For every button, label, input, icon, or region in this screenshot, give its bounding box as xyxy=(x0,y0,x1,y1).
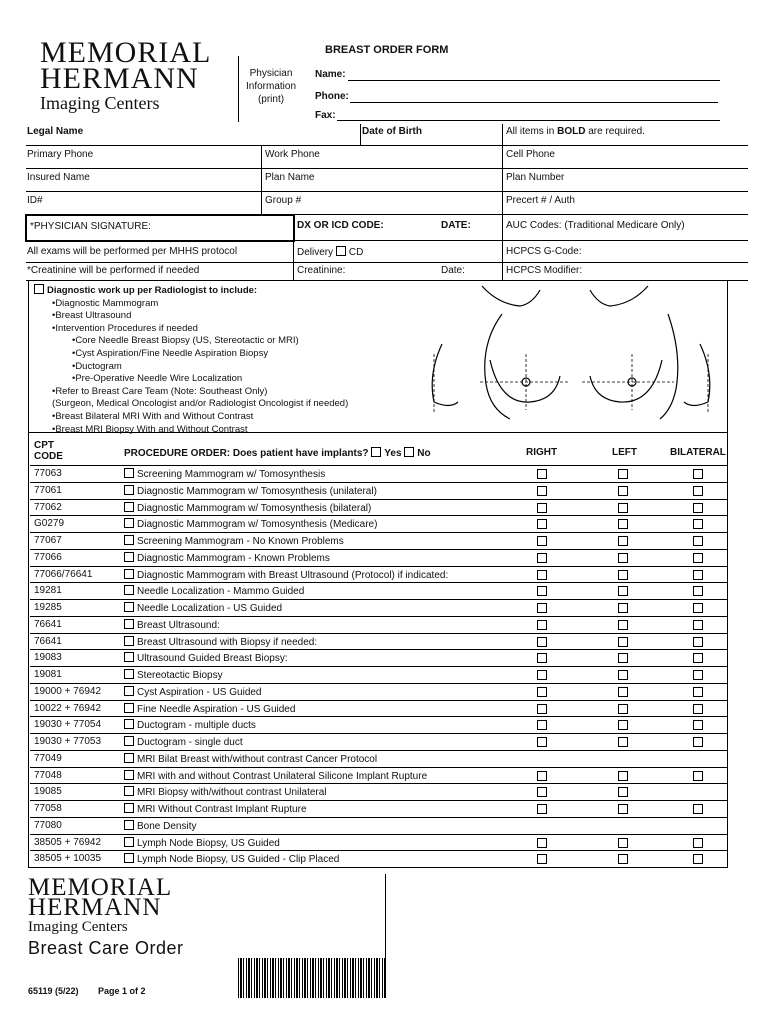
procedure-label: Screening Mammogram - No Known Problems xyxy=(137,536,344,547)
right-checkbox[interactable] xyxy=(537,670,547,680)
dob-field[interactable]: Date of Birth xyxy=(362,126,422,137)
grid-line xyxy=(26,191,748,192)
procedure-item[interactable] xyxy=(124,552,330,564)
cpt-code: 77080 xyxy=(34,819,62,831)
grid-line xyxy=(360,124,361,145)
cpt-code: 19285 xyxy=(34,602,62,613)
left-checkbox[interactable] xyxy=(618,737,628,747)
workup-item: •Breast Ultrasound xyxy=(52,310,132,322)
procedure-checkbox[interactable] xyxy=(124,502,134,512)
right-checkbox[interactable] xyxy=(537,804,547,814)
bilateral-checkbox[interactable] xyxy=(693,536,703,546)
procedure-label: Fine Needle Aspiration - US Guided xyxy=(137,703,296,715)
footer-logo xyxy=(28,874,188,936)
row-divider xyxy=(30,582,727,583)
right-checkbox[interactable] xyxy=(537,720,547,730)
cpt-code: G0279 xyxy=(34,518,65,530)
physician-info-line1: Physician xyxy=(249,68,293,79)
cpt-code: 38505 + 10035 xyxy=(34,853,102,865)
physician-info-line2: Information xyxy=(245,81,297,92)
workup-item: •Intervention Procedures if needed xyxy=(52,322,198,334)
workup-title-row[interactable] xyxy=(34,284,348,298)
required-note-bold: BOLD xyxy=(557,126,586,137)
breast-care-order-title: Breast Care Order xyxy=(28,938,184,958)
cd-checkbox[interactable] xyxy=(336,246,346,256)
right-checkbox[interactable] xyxy=(537,586,547,596)
name-field[interactable] xyxy=(348,80,720,81)
cpt-code: 77066/76641 xyxy=(34,568,93,580)
row-divider xyxy=(30,867,727,868)
hcpcs-g-code-field[interactable]: HCPCS G-Code: xyxy=(506,246,582,257)
procedure-label: Breast Ultrasound with Biopsy if needed: xyxy=(137,636,318,648)
right-checkbox[interactable] xyxy=(537,603,547,613)
row-divider xyxy=(30,783,727,784)
procedure-checkbox[interactable] xyxy=(124,636,134,646)
procedure-item[interactable] xyxy=(124,485,377,497)
grid-line xyxy=(26,168,748,169)
workup-checkbox[interactable] xyxy=(34,284,44,294)
workup-title: Diagnostic work up per Radiologist to include: xyxy=(47,285,258,296)
procedure-label: Lymph Node Biopsy, US Guided - Clip Placed xyxy=(137,854,340,866)
left-checkbox[interactable] xyxy=(618,653,628,663)
right-checkbox[interactable] xyxy=(537,469,547,479)
fax-label: Fax: xyxy=(315,110,336,121)
left-checkbox[interactable] xyxy=(618,771,628,781)
procedure-item[interactable] xyxy=(124,736,243,748)
left-checkbox[interactable] xyxy=(618,620,628,630)
right-checkbox[interactable] xyxy=(537,536,547,546)
procedure-label: Diagnostic Mammogram with Breast Ultrasound (Protocol) if indicated: xyxy=(137,569,449,581)
row-divider xyxy=(30,599,727,600)
left-checkbox[interactable] xyxy=(618,603,628,613)
bilateral-checkbox[interactable] xyxy=(693,804,703,814)
right-checkbox[interactable] xyxy=(537,737,547,747)
left-checkbox[interactable] xyxy=(618,704,628,714)
group-field[interactable]: Group # xyxy=(265,195,302,206)
procedure-checkbox[interactable] xyxy=(124,753,134,763)
left-checkbox[interactable] xyxy=(618,469,628,479)
procedure-checkbox[interactable] xyxy=(124,803,134,813)
right-checkbox[interactable] xyxy=(537,570,547,580)
creatinine-date-field[interactable]: Date: xyxy=(441,265,465,276)
procedure-checkbox[interactable] xyxy=(124,786,134,796)
grid-line xyxy=(26,145,748,146)
cpt-code: 19281 xyxy=(34,585,62,597)
insured-name-field[interactable]: Insured Name xyxy=(27,172,90,183)
procedure-item[interactable] xyxy=(124,602,282,614)
right-checkbox[interactable] xyxy=(537,704,547,714)
table-header-line xyxy=(30,465,727,466)
implants-yes-label: Yes xyxy=(384,448,402,459)
procedure-item[interactable] xyxy=(124,770,427,782)
procedure-header-text: PROCEDURE ORDER: Does patient have implants? xyxy=(124,448,369,459)
procedure-checkbox[interactable] xyxy=(124,535,134,545)
delivery-option[interactable] xyxy=(297,246,363,258)
procedure-checkbox[interactable] xyxy=(124,569,134,579)
procedure-label: Needle Localization - Mammo Guided xyxy=(137,586,305,598)
procedure-item[interactable] xyxy=(124,585,304,597)
left-checkbox[interactable] xyxy=(618,787,628,797)
right-checkbox[interactable] xyxy=(537,687,547,697)
hcpcs-modifier-field[interactable]: HCPCS Modifier: xyxy=(506,265,583,276)
workup-item: (Surgeon, Medical Oncologist and/or Radiologist Oncologist if needed) xyxy=(52,398,349,410)
cpt-code: 77066 xyxy=(34,551,62,563)
bilateral-checkbox[interactable] xyxy=(693,838,703,848)
row-divider xyxy=(30,716,727,717)
row-divider xyxy=(30,549,727,550)
right-checkbox[interactable] xyxy=(537,637,547,647)
required-note-pre: All items in xyxy=(506,126,558,137)
left-checkbox[interactable] xyxy=(618,586,628,596)
row-divider xyxy=(30,515,727,516)
row-divider xyxy=(30,532,727,533)
cell-phone-field[interactable]: Cell Phone xyxy=(506,149,555,160)
plan-number-field[interactable]: Plan Number xyxy=(506,172,565,183)
physician-info-label xyxy=(242,67,300,106)
creatinine-note: *Creatinine will be performed if needed xyxy=(27,265,200,276)
procedure-label: Bone Density xyxy=(137,820,197,832)
plan-name-field[interactable]: Plan Name xyxy=(265,172,315,183)
bilateral-checkbox[interactable] xyxy=(693,553,703,563)
procedure-label: Screening Mammogram w/ Tomosynthesis xyxy=(137,469,326,480)
procedure-item[interactable] xyxy=(124,518,377,530)
primary-phone-field[interactable]: Primary Phone xyxy=(27,149,94,160)
name-label: Name: xyxy=(315,69,346,80)
bilateral-checkbox[interactable] xyxy=(693,570,703,580)
procedure-label: MRI Biopsy with/without contrast Unilateral xyxy=(137,787,327,799)
fax-field[interactable] xyxy=(337,120,720,121)
procedure-label: Stereotactic Biopsy xyxy=(137,670,223,681)
cpt-code: 38505 + 76942 xyxy=(34,836,102,848)
required-note-post: are required. xyxy=(585,126,645,137)
workup-item: •Cyst Aspiration/Fine Needle Aspiration Biopsy xyxy=(72,347,269,359)
work-phone-field[interactable]: Work Phone xyxy=(265,149,320,160)
procedure-label: Ultrasound Guided Breast Biopsy: xyxy=(137,653,288,665)
left-checkbox[interactable] xyxy=(618,687,628,697)
procedure-label: Diagnostic Mammogram w/ Tomosynthesis (unilateral) xyxy=(137,485,377,497)
row-divider xyxy=(30,834,727,835)
physician-info-line3: (print) xyxy=(257,94,285,105)
auc-codes-field[interactable]: AUC Codes: (Traditional Medicare Only) xyxy=(506,220,685,231)
procedure-label: Ductogram - multiple ducts xyxy=(137,720,256,732)
precert-field[interactable]: Precert # / Auth xyxy=(506,195,575,206)
procedure-checkbox[interactable] xyxy=(124,770,134,780)
cpt-code: 76641 xyxy=(34,618,62,630)
row-divider xyxy=(30,649,727,650)
procedure-checkbox[interactable] xyxy=(124,719,134,729)
procedure-checkbox[interactable] xyxy=(124,736,134,746)
grid-line xyxy=(261,145,262,214)
procedure-item[interactable] xyxy=(124,703,295,715)
procedure-checkbox[interactable] xyxy=(124,619,134,629)
procedure-checkbox[interactable] xyxy=(124,820,134,830)
right-checkbox[interactable] xyxy=(537,503,547,513)
footer-logo-line2: HERMANN xyxy=(28,894,162,921)
bilateral-checkbox[interactable] xyxy=(693,737,703,747)
row-divider xyxy=(30,616,727,617)
row-divider xyxy=(30,767,727,768)
memorial-hermann-logo xyxy=(40,36,212,114)
procedure-item[interactable] xyxy=(124,669,223,681)
row-divider xyxy=(30,566,727,567)
left-checkbox[interactable] xyxy=(618,838,628,848)
left-checkbox[interactable] xyxy=(618,637,628,647)
right-checkbox[interactable] xyxy=(537,620,547,630)
procedure-label: Lymph Node Biopsy, US Guided xyxy=(137,837,280,849)
bilateral-checkbox[interactable] xyxy=(693,586,703,596)
cpt-code: 77058 xyxy=(34,803,62,814)
procedure-item[interactable] xyxy=(124,502,371,514)
row-divider xyxy=(30,683,727,684)
left-checkbox[interactable] xyxy=(618,519,628,529)
left-checkbox[interactable] xyxy=(618,503,628,513)
workup-item: •Core Needle Breast Biopsy (US, Stereotactic or MRI) xyxy=(72,335,299,347)
bilateral-checkbox[interactable] xyxy=(693,670,703,680)
grid-line xyxy=(502,124,503,280)
procedure-item[interactable] xyxy=(124,686,262,698)
cpt-code: 76641 xyxy=(34,635,62,647)
cpt-code: 10022 + 76942 xyxy=(34,702,102,714)
bilateral-checkbox[interactable] xyxy=(693,687,703,697)
cpt-code: 77061 xyxy=(34,484,62,496)
procedure-item[interactable] xyxy=(124,753,377,765)
procedure-item[interactable] xyxy=(124,719,256,731)
right-checkbox[interactable] xyxy=(537,787,547,797)
required-note xyxy=(506,126,645,137)
delivery-label: Delivery xyxy=(297,247,334,258)
procedure-item[interactable] xyxy=(124,569,448,581)
bilateral-checkbox[interactable] xyxy=(693,620,703,630)
cpt-code: 19030 + 77054 xyxy=(34,719,102,731)
workup-item: •Breast MRI Biopsy With and Without Contrast xyxy=(52,423,248,435)
left-header: LEFT xyxy=(612,447,637,458)
cpt-code: 77062 xyxy=(34,501,62,513)
procedure-label: Needle Localization - US Guided xyxy=(137,603,283,614)
cpt-code: 77067 xyxy=(34,535,62,546)
workup-section xyxy=(34,284,348,436)
right-checkbox[interactable] xyxy=(537,838,547,848)
right-checkbox[interactable] xyxy=(537,653,547,663)
dx-code-field[interactable]: DX OR ICD CODE: xyxy=(297,220,384,231)
footer-logo-line1: MEMORIAL xyxy=(28,874,173,901)
procedure-order-header xyxy=(124,447,431,459)
bilateral-checkbox[interactable] xyxy=(693,603,703,613)
exams-protocol-note: All exams will be performed per MHHS protocol xyxy=(27,246,238,257)
form-title: BREAST ORDER FORM xyxy=(325,44,449,56)
row-divider xyxy=(30,750,727,751)
date-field[interactable]: DATE: xyxy=(441,220,471,231)
right-checkbox[interactable] xyxy=(537,519,547,529)
creatinine-field[interactable]: Creatinine: xyxy=(297,265,346,276)
procedure-item[interactable] xyxy=(124,468,325,480)
row-divider xyxy=(30,499,727,500)
procedure-checkbox[interactable] xyxy=(124,837,134,847)
row-divider xyxy=(30,482,727,483)
procedure-item[interactable] xyxy=(124,803,307,815)
logo-line2: HERMANN xyxy=(40,62,199,95)
bilateral-checkbox[interactable] xyxy=(693,771,703,781)
logo-line1: MEMORIAL xyxy=(40,36,212,69)
left-checkbox[interactable] xyxy=(618,854,628,864)
left-checkbox[interactable] xyxy=(618,536,628,546)
implants-no-checkbox[interactable] xyxy=(404,447,414,457)
procedure-item[interactable] xyxy=(124,535,344,547)
grid-line xyxy=(26,262,748,263)
row-divider xyxy=(30,733,727,734)
procedure-item[interactable] xyxy=(124,652,288,664)
bilateral-checkbox[interactable] xyxy=(693,469,703,479)
left-checkbox[interactable] xyxy=(618,804,628,814)
procedure-label: Cyst Aspiration - US Guided xyxy=(137,686,262,698)
physician-signature-label: *PHYSICIAN SIGNATURE: xyxy=(30,221,151,232)
bilateral-header: BILATERAL xyxy=(670,447,726,458)
cpt-code: 19081 xyxy=(34,669,62,680)
row-divider xyxy=(30,800,727,801)
workup-item: •Diagnostic Mammogram xyxy=(52,297,159,309)
procedure-checkbox[interactable] xyxy=(124,703,134,713)
procedure-checkbox[interactable] xyxy=(124,585,134,595)
id-field[interactable]: ID# xyxy=(27,195,43,206)
workup-item: •Refer to Breast Care Team (Note: Southeast Only) xyxy=(52,385,268,397)
cpt-code: 77063 xyxy=(34,468,62,479)
bilateral-checkbox[interactable] xyxy=(693,653,703,663)
procedure-item[interactable] xyxy=(124,786,327,798)
implants-no-label: No xyxy=(417,448,431,459)
page-number: Page 1 of 2 xyxy=(98,986,146,996)
procedure-checkbox[interactable] xyxy=(124,518,134,528)
row-divider xyxy=(30,817,727,818)
header-divider xyxy=(238,56,239,122)
procedure-item[interactable] xyxy=(124,853,339,865)
procedure-checkbox[interactable] xyxy=(124,485,134,495)
cpt-header-line2: CODE xyxy=(34,451,63,462)
right-checkbox[interactable] xyxy=(537,771,547,781)
breast-diagram[interactable] xyxy=(420,284,720,430)
procedure-label: Ductogram - single duct xyxy=(137,737,243,748)
procedure-checkbox[interactable] xyxy=(124,686,134,696)
left-checkbox[interactable] xyxy=(618,553,628,563)
left-checkbox[interactable] xyxy=(618,570,628,580)
procedure-checkbox[interactable] xyxy=(124,669,134,679)
cpt-code: 19000 + 76942 xyxy=(34,685,102,697)
cd-label: CD xyxy=(348,247,364,258)
cpt-header-line1: CPT xyxy=(34,440,54,451)
right-header: RIGHT xyxy=(526,447,558,458)
cpt-code: 19030 + 77053 xyxy=(34,736,102,747)
row-divider xyxy=(30,666,727,667)
bilateral-checkbox[interactable] xyxy=(693,637,703,647)
right-checkbox[interactable] xyxy=(537,486,547,496)
bilateral-checkbox[interactable] xyxy=(693,720,703,730)
procedure-checkbox[interactable] xyxy=(124,602,134,612)
footer-logo-line3: Imaging Centers xyxy=(28,919,128,935)
workup-item: •Breast Bilateral MRI With and Without Contrast xyxy=(52,410,254,422)
workup-item: •Ductogram xyxy=(72,360,122,372)
cpt-code: 19083 xyxy=(34,652,62,664)
cpt-code-header xyxy=(34,440,63,462)
cpt-code: 77048 xyxy=(34,769,62,781)
procedure-label: MRI Without Contrast Implant Rupture xyxy=(137,804,307,815)
bilateral-checkbox[interactable] xyxy=(693,704,703,714)
phone-field[interactable] xyxy=(350,102,718,103)
left-checkbox[interactable] xyxy=(618,486,628,496)
legal-name-field[interactable]: Legal Name xyxy=(27,126,84,137)
bilateral-checkbox[interactable] xyxy=(693,486,703,496)
procedure-label: Diagnostic Mammogram w/ Tomosynthesis (bilateral) xyxy=(137,502,372,514)
barcode xyxy=(238,958,386,998)
left-checkbox[interactable] xyxy=(618,720,628,730)
bilateral-checkbox[interactable] xyxy=(693,503,703,513)
procedure-checkbox[interactable] xyxy=(124,552,134,562)
left-checkbox[interactable] xyxy=(618,670,628,680)
workup-item: •Pre-Operative Needle Wire Localization xyxy=(72,373,243,385)
right-checkbox[interactable] xyxy=(537,553,547,563)
procedure-checkbox[interactable] xyxy=(124,468,134,478)
row-divider xyxy=(30,633,727,634)
procedure-label: MRI with and without Contrast Unilateral Silicone Implant Rupture xyxy=(137,770,428,782)
procedure-item[interactable] xyxy=(124,837,280,849)
procedure-item[interactable] xyxy=(124,820,196,832)
procedure-item[interactable] xyxy=(124,636,317,648)
procedure-checkbox[interactable] xyxy=(124,853,134,863)
right-checkbox[interactable] xyxy=(537,854,547,864)
cpt-code: 77049 xyxy=(34,752,62,764)
phone-label: Phone: xyxy=(315,91,349,102)
procedure-label: Breast Ultrasound: xyxy=(137,619,220,631)
procedure-item[interactable] xyxy=(124,619,220,631)
procedure-label: MRI Bilat Breast with/without contrast Cancer Protocol xyxy=(137,753,378,765)
implants-yes-checkbox[interactable] xyxy=(371,447,381,457)
row-divider xyxy=(30,700,727,701)
bilateral-checkbox[interactable] xyxy=(693,519,703,529)
bilateral-checkbox[interactable] xyxy=(693,854,703,864)
row-divider xyxy=(30,850,727,851)
cpt-code: 19085 xyxy=(34,786,62,798)
form-number: 65119 (5/22) xyxy=(28,986,79,996)
procedure-label: Diagnostic Mammogram - Known Problems xyxy=(137,552,330,564)
logo-line3: Imaging Centers xyxy=(40,93,160,113)
procedure-checkbox[interactable] xyxy=(124,652,134,662)
procedure-label: Diagnostic Mammogram w/ Tomosynthesis (Medicare) xyxy=(137,519,378,531)
